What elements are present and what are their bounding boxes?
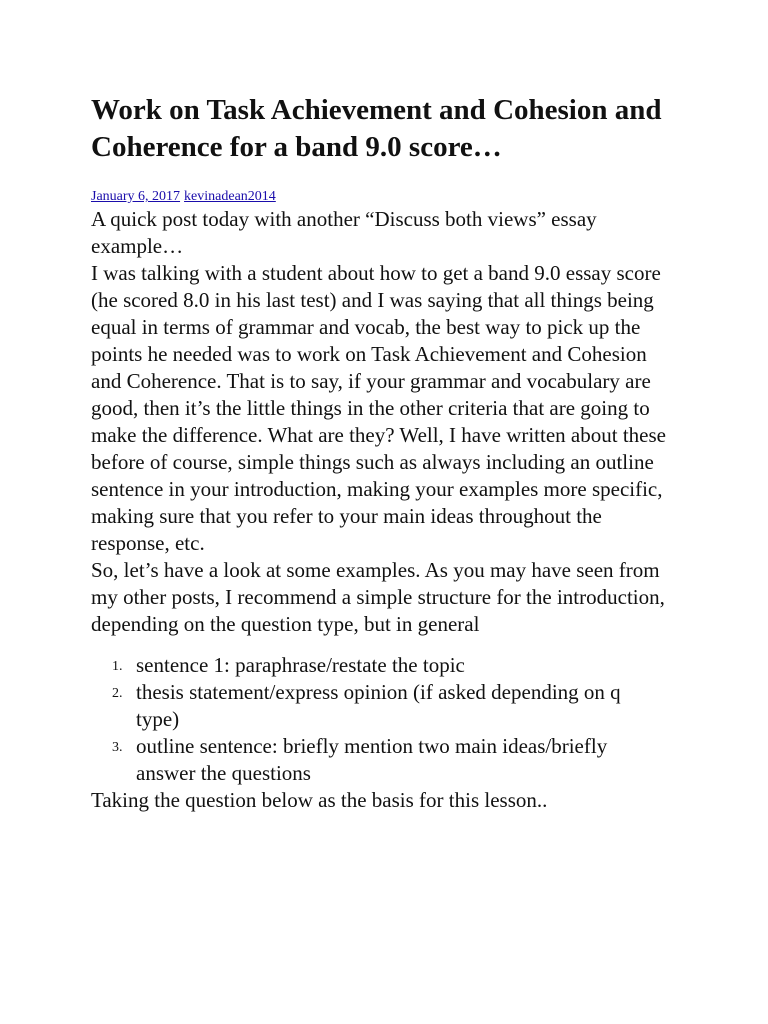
author-link[interactable]: kevinadean2014 <box>184 189 276 204</box>
list-item <box>91 733 651 787</box>
post-meta <box>91 188 708 206</box>
list-item-number: 3. <box>112 740 123 755</box>
list-item <box>91 652 651 679</box>
structure-list <box>91 652 651 787</box>
list-item-text: outline sentence: briefly mention two main ideas/briefly answer the questions <box>136 734 608 785</box>
article-title: Work on Task Achievement and Cohesion and Coherence for a band 9.0 score… <box>91 94 662 163</box>
post-date-link[interactable]: January 6, 2017 <box>91 189 181 204</box>
body-paragraph: I was talking with a student about how to get a band 9.0 essay score (he scored 8.0 in his last test) and I was saying that all things being equal in terms of grammar and vocab, the best way to pick up the points he needed was to work on Task Achievement and Cohesion and Coherence. That is to say, if your grammar and vocabulary are good, then it’s the little things in the other criteria that are going to make the difference. What are they? Well, I have written about these before of course, simple things such as always including an outline sentence in your introduction, making your examples more specific, making sure that you refer to your main ideas throughout the response, etc. <box>91 261 666 555</box>
list-item-text: thesis statement/express opinion (if asked depending on q type) <box>136 680 621 731</box>
list-item-text: sentence 1: paraphrase/restate the topic <box>136 653 465 677</box>
list-item-number: 2. <box>112 686 123 701</box>
examples-paragraph: So, let’s have a look at some examples. As you may have seen from my other posts, I recommend a simple structure for the introduction, depending on the question type, but in general <box>91 558 665 636</box>
intro-paragraph: A quick post today with another “Discuss both views” essay example… <box>91 207 597 258</box>
list-item <box>91 679 651 733</box>
closing-paragraph: Taking the question below as the basis for this lesson.. <box>91 788 548 812</box>
list-item-number: 1. <box>112 659 123 674</box>
